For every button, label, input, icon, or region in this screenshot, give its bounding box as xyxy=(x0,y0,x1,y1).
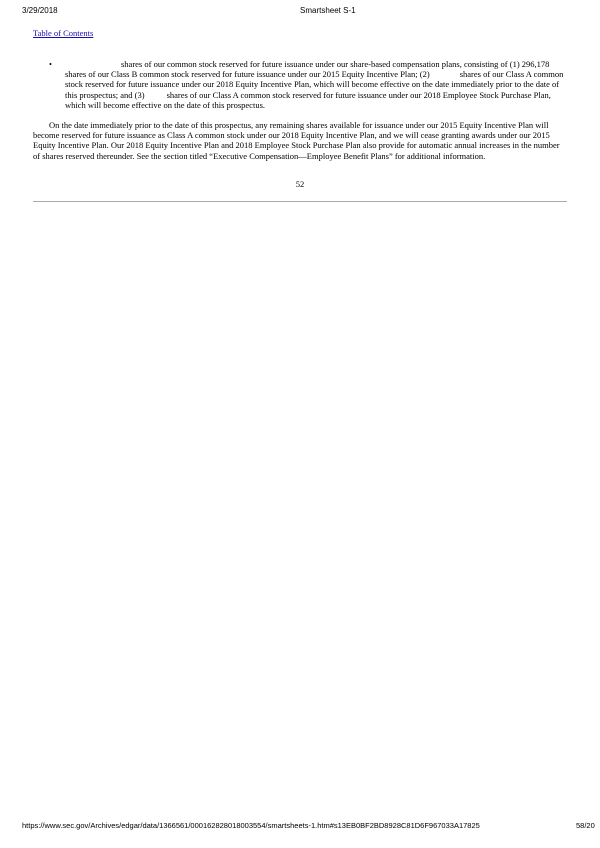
table-of-contents-link[interactable]: Table of Contents xyxy=(33,28,94,38)
footer-url: https://www.sec.gov/Archives/edgar/data/1366561/000162828018003554/smartsheets-1.htm#s13EB0BF2BD8928C81D6F967033A17825 xyxy=(22,821,480,830)
bullet-text-part-1: shares of our common stock reserved for future issuance under our share-based compensation plans, consisting of (1) 296,178 shares of our Class B common stock reserved for future issuance under our 2015 Equity Incentive Plan; (2) xyxy=(65,59,550,80)
bullet-marker: • xyxy=(49,59,52,69)
body-paragraph: On the date immediately prior to the date of this prospectus, any remaining shares available for issuance under our 2015 Equity Incentive Plan will become reserved for future issuance as Class A common stock under our 2018 Equity Incentive Plan, and we will cease granting awards under our 2015 Equity Incentive Plan. Our 2018 Equity Incentive Plan and 2018 Employee Stock Purchase Plan also provide for automatic annual increases in the number of shares reserved thereunder. See the section titled “Executive Compensation—Employee Benefit Plans” for additional information. xyxy=(33,120,560,161)
bullet-text-part-3: shares of our Class A common stock reserved for future issuance under our 2018 Employee Stock Purchase Plan, which will become effective on the date of this prospectus. xyxy=(65,89,551,110)
header-date: 3/29/2018 xyxy=(22,6,58,15)
footer-page-count: 58/20 xyxy=(576,821,595,830)
page-divider xyxy=(33,201,567,202)
header-title: Smartsheet S-1 xyxy=(300,6,356,15)
bullet-text-part-2: shares of our Class A common stock reserved for future issuance under our 2018 Equity Incentive Plan, which will become effective on the date immediately prior to the date of this prospectus; and (3) xyxy=(65,69,564,100)
bullet-text xyxy=(65,59,565,110)
page-number: 52 xyxy=(295,179,305,189)
